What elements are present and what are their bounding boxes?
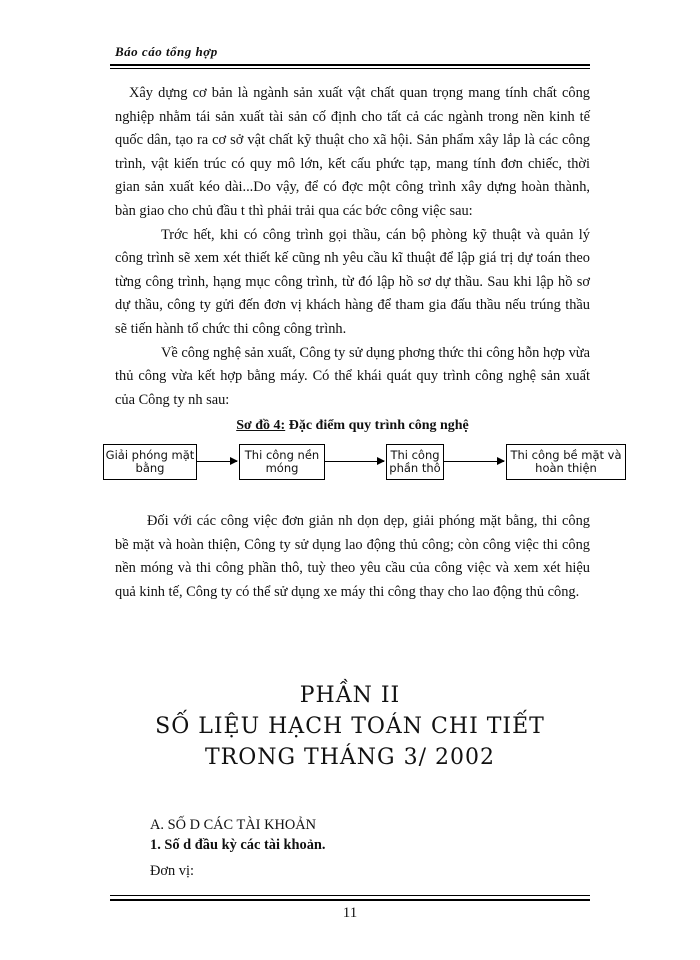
- paragraph-intro: Xây dựng cơ bản là ngành sản xuất vật chất quan trọng mang tính chất công nghiệp nhằm tái sản xuất tài sản cố định cho tất cả các ngành trong nền kinh tế quốc dân, tạo ra cơ sở vật chất kỹ thuật cho xã hội. Sản phẩm xây lắp là các công trình, vật kiến trúc có quy mô lớn, kết cấu phức tạp, mang tính đơn chiếc, thời gian sản xuất kéo dài...Do vậy, để có đợc một công trình xây dựng hoàn thành, bàn giao cho chủ đầu t thì phải trải qua các bớc công việc sau:: [115, 85, 590, 219]
- arrow-right-icon: [196, 461, 237, 462]
- arrow-right-icon: [443, 461, 504, 462]
- header-rule-thin: [110, 68, 590, 69]
- process-flow-diagram: [105, 444, 622, 492]
- process-step-box: [506, 444, 626, 480]
- part-title-line1: SỐ LIỆU HẠCH TOÁN CHI TIẾT: [155, 714, 545, 739]
- process-step-label: Thi công phần thô: [389, 447, 441, 475]
- unit-label: Đơn vị:: [150, 863, 194, 879]
- paragraph-technology: Về công nghệ sản xuất, Công ty sử dụng phơng thức thi công hỗn hợp vừa thủ công vừa kết hợp bằng máy. Có thể khái quát quy trình công nghệ sản xuất của Công ty nh sau:: [115, 344, 590, 408]
- document-body: [105, 82, 622, 604]
- paragraph-labor: Đối với các công việc đơn giản nh dọn dẹp, giải phóng mặt bằng, thi công bề mặt và hoàn thiện, Công ty sử dụng lao động thủ công; còn công việc thi công nền móng và thi công phần thô, tuỳ theo yêu cầu của công việc và xem xét hiệu quả kinh tế, Công ty có thể sử dụng xe máy thi công thay cho lao động thủ công.: [115, 512, 590, 600]
- paragraph-bidding: Trớc hết, khi có công trình gọi thầu, cán bộ phòng kỹ thuật và quản lý công trình sẽ xem xét thiết kế cũng nh yêu cầu kĩ thuật để lập giá trị dự toán theo từng công trình, hạng mục công trình, từ đó lập hồ sơ dự thầu. Sau khi lập hồ sơ dự thầu, công ty gửi đến đơn vị khách hàng để tham gia đấu thầu nếu trúng thầu sẽ tiến hành tổ chức thi công công trình.: [115, 226, 590, 337]
- process-step-label: Thi công bề mặt và hoàn thiện: [510, 447, 622, 475]
- header-rule-thick: [110, 64, 590, 66]
- process-step-label: Giải phóng mặt bằng: [105, 447, 195, 475]
- diagram-label: Sơ đồ 4:: [236, 418, 286, 434]
- diagram-title: Đặc điểm quy trình công nghệ: [288, 418, 469, 434]
- footer-rule-thick: [110, 899, 590, 901]
- footer-rule-thin: [110, 895, 590, 896]
- section-a: [150, 815, 326, 881]
- arrow-right-icon: [324, 461, 384, 462]
- process-step-box: [239, 444, 325, 480]
- page-number: 11: [342, 905, 358, 921]
- part-title-line2: TRONG THÁNG 3/ 2002: [204, 745, 496, 770]
- section-a-subheading: 1. Số d đầu kỳ các tài khoản.: [150, 837, 326, 853]
- part-number-heading: PHẦN II: [299, 683, 401, 708]
- process-step-label: Thi công nền móng: [244, 447, 320, 475]
- report-header-title: Báo cáo tổng hợp: [115, 44, 218, 59]
- process-step-box: [386, 444, 444, 480]
- process-step-box: [103, 444, 197, 480]
- diagram-caption: [115, 414, 590, 438]
- section-a-heading: A. SỐ D CÁC TÀI KHOẢN: [150, 817, 317, 833]
